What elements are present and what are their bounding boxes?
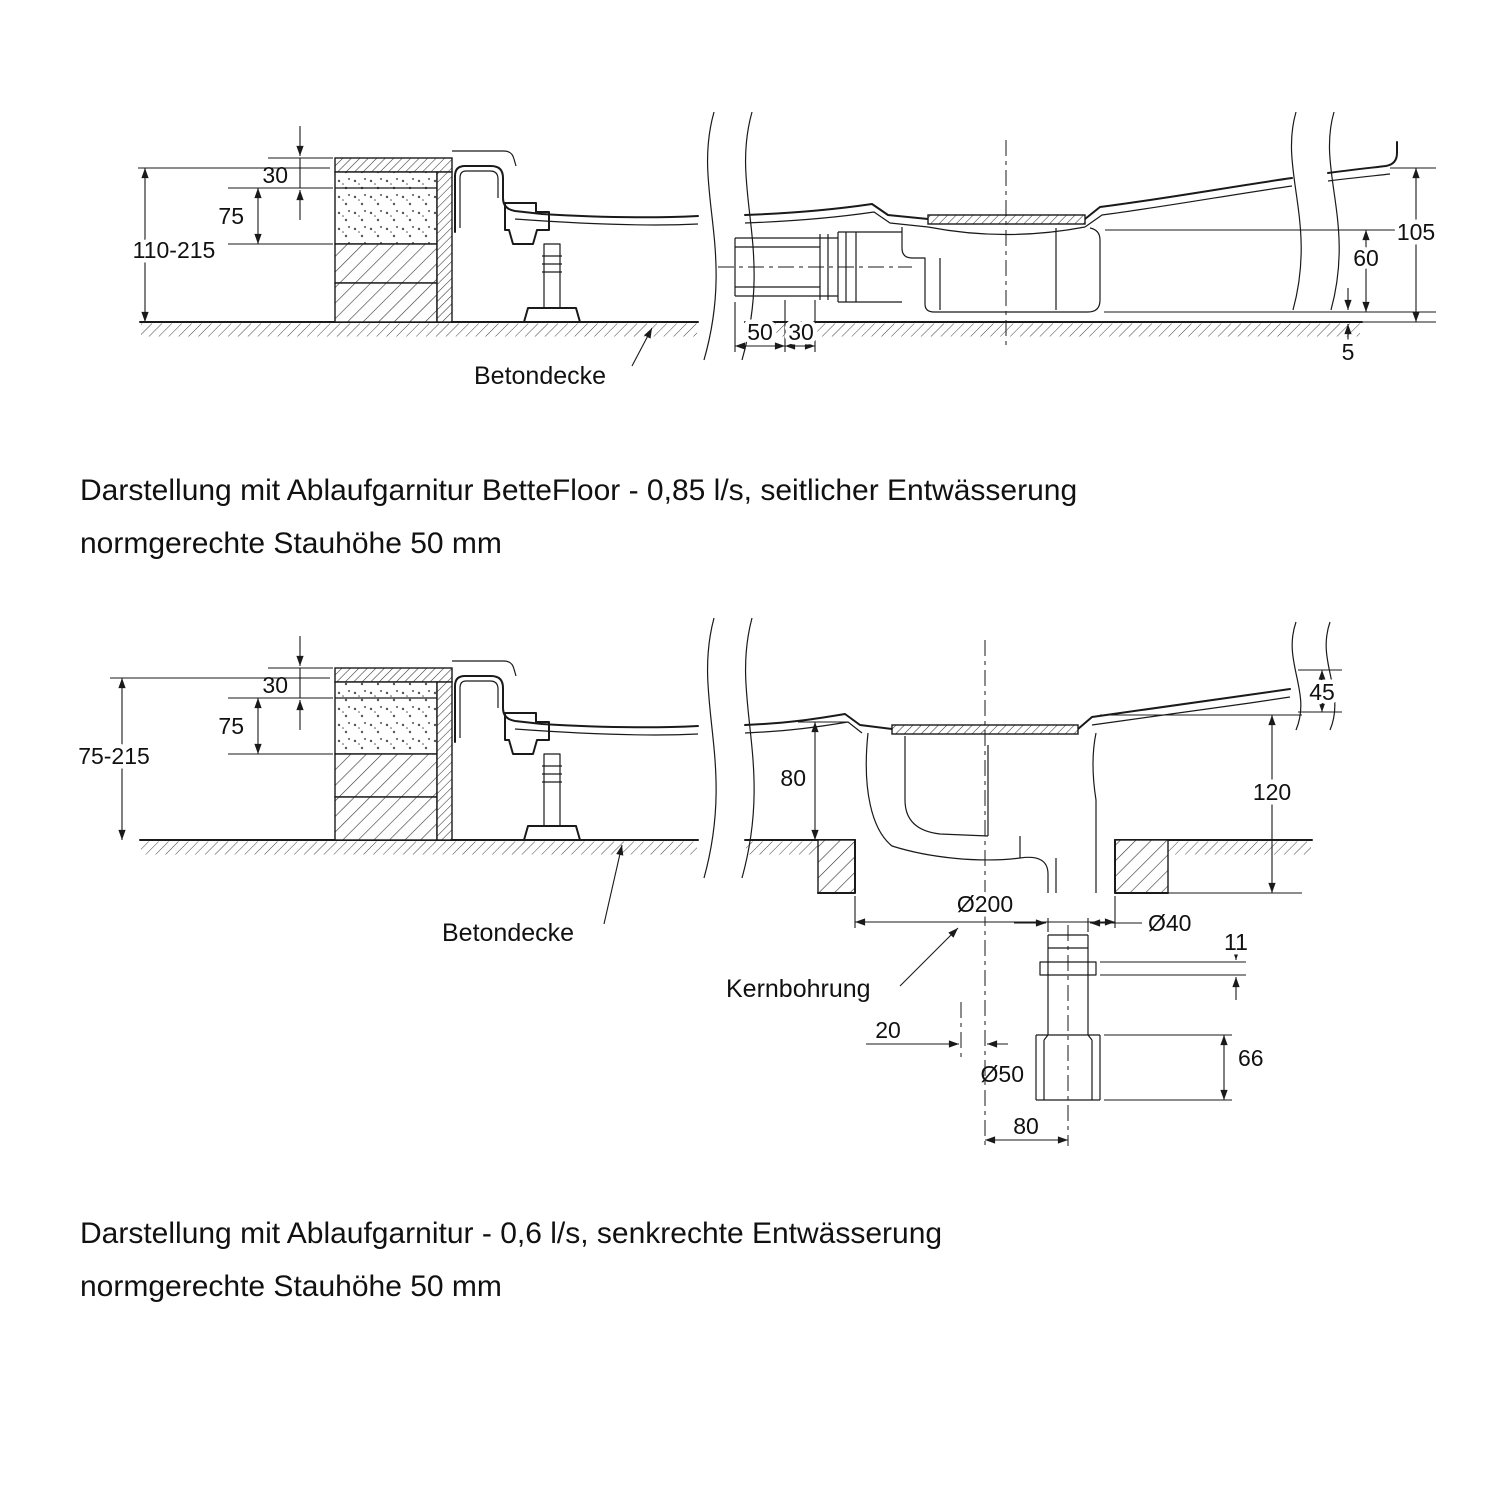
caption-top	[80, 474, 1077, 560]
label-kernbohrung: Kernbohrung	[726, 975, 871, 1003]
dim-floor-gap: 5	[1341, 339, 1355, 365]
caption-top-line1: Darstellung mit Ablaufgarnitur BetteFloor - 0,85 l/s, seitlicher Entwässerung	[80, 474, 1078, 507]
dim-screed-top: 75	[218, 203, 244, 229]
support-foot	[544, 244, 560, 308]
dim-pipe-dia-upper: Ø40	[1148, 910, 1192, 936]
wall-screed-layer	[335, 682, 437, 754]
wall-masonry	[335, 244, 437, 283]
slab-section	[1115, 840, 1168, 893]
wall-masonry	[335, 754, 437, 797]
dim-tray-total: 105	[1396, 219, 1436, 245]
wall-facing	[437, 172, 452, 322]
bottom-section-drawing	[78, 618, 1342, 1146]
dim-pipe-length: 50	[747, 319, 773, 345]
drain-body	[866, 733, 1096, 893]
drain-body	[902, 227, 1100, 312]
dim-offset-outlet: 80	[1013, 1113, 1039, 1139]
label-betondecke-top: Betondecke	[474, 362, 607, 390]
wall-screed-layer	[335, 172, 437, 244]
dim-offset-centre: 20	[875, 1017, 901, 1043]
dim-total-height-top: 110-215	[132, 237, 216, 263]
dim-total-height-bottom: 75-215	[78, 743, 150, 769]
caption-top-line2: normgerechte Stauhöhe 50 mm	[80, 527, 502, 560]
caption-bottom	[80, 1217, 942, 1303]
dim-lower-height: 66	[1238, 1045, 1264, 1071]
dim-recess-depth: 120	[1252, 779, 1292, 805]
support-foot	[544, 754, 560, 826]
dim-covering-top: 30	[262, 162, 288, 188]
wall-facing	[437, 682, 452, 840]
slab-section	[818, 840, 855, 893]
tray-outline	[455, 142, 1397, 232]
dim-collar-height: 11	[1224, 929, 1248, 955]
dim-tray-edge: 45	[1309, 679, 1335, 705]
dim-core-hole-dia: Ø200	[956, 891, 1014, 917]
dim-covering-bottom: 30	[262, 672, 288, 698]
wall-tile-layer	[335, 668, 452, 682]
label-betondecke-bottom: Betondecke	[442, 919, 575, 947]
top-section-drawing	[133, 112, 1436, 390]
dim-pipe-flange: 30	[788, 319, 814, 345]
caption-bottom-line2: normgerechte Stauhöhe 50 mm	[80, 1270, 502, 1303]
wall-tile-layer	[335, 158, 452, 172]
dim-drain-height: 60	[1353, 245, 1379, 271]
dim-under-tray: 80	[780, 765, 806, 791]
wall-masonry	[335, 283, 437, 322]
dim-screed-bottom: 75	[218, 713, 244, 739]
ground-hatch	[141, 324, 697, 337]
dim-pipe-dia-lower: Ø50	[980, 1061, 1024, 1087]
tray-outline	[455, 676, 1290, 742]
ground-hatch	[141, 842, 697, 855]
caption-bottom-line1: Darstellung mit Ablaufgarnitur - 0,6 l/s, senkrechte Entwässerung	[80, 1217, 943, 1250]
wall-masonry	[335, 797, 437, 840]
ground-hatch	[746, 324, 1360, 337]
